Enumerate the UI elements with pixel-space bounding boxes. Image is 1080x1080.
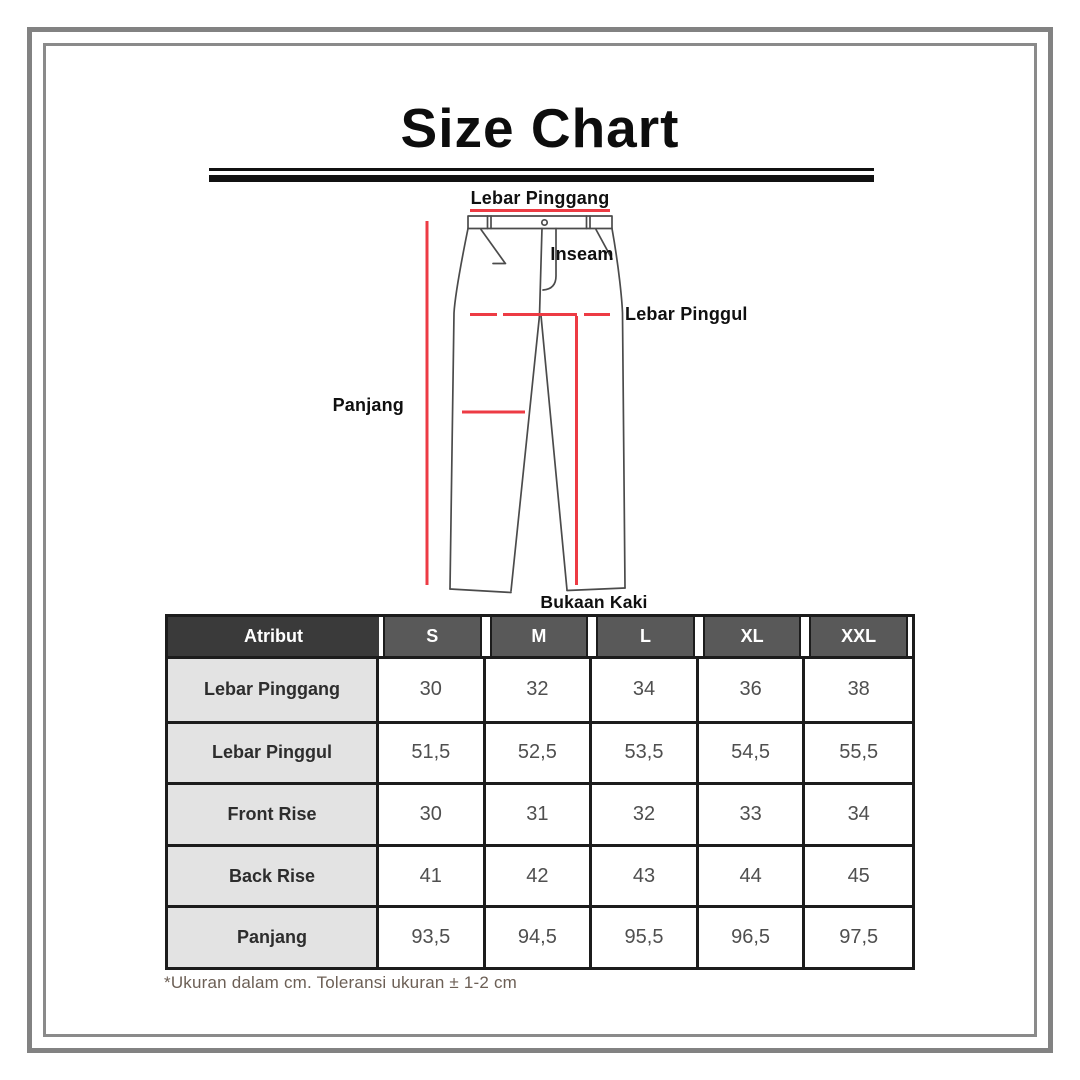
table-row bbox=[168, 905, 912, 967]
table-row bbox=[168, 844, 912, 906]
waist-label: Lebar Pinggang bbox=[470, 188, 610, 208]
row-label: Front Rise bbox=[168, 785, 379, 844]
inseam-label: Inseam bbox=[550, 244, 614, 264]
value-cell: 31 bbox=[486, 785, 593, 844]
table-row bbox=[168, 721, 912, 783]
table-header-row bbox=[168, 617, 912, 659]
row-label: Lebar Pinggang bbox=[168, 659, 379, 721]
row-label: Panjang bbox=[168, 908, 379, 967]
row-label: Back Rise bbox=[168, 847, 379, 906]
row-label: Lebar Pinggul bbox=[168, 724, 379, 783]
value-cell: 34 bbox=[592, 659, 699, 721]
value-cell: 93,5 bbox=[379, 908, 486, 967]
pants-drawing bbox=[320, 185, 760, 620]
hip-label: Lebar Pinggul bbox=[625, 304, 748, 324]
value-cell: 52,5 bbox=[486, 724, 593, 783]
size-chart-table bbox=[165, 614, 915, 970]
value-cell: 30 bbox=[379, 785, 486, 844]
value-cell: 97,5 bbox=[805, 908, 912, 967]
value-cell: 38 bbox=[805, 659, 912, 721]
title-divider-thick bbox=[209, 175, 874, 182]
size-tolerance-note: *Ukuran dalam cm. Toleransi ukuran ± 1-2 cm bbox=[164, 973, 518, 992]
header-cell-m: M bbox=[490, 617, 589, 656]
header-cell-s: S bbox=[383, 617, 482, 656]
value-cell: 55,5 bbox=[805, 724, 912, 783]
value-cell: 33 bbox=[699, 785, 806, 844]
header-cell-xxl: XXL bbox=[809, 617, 908, 656]
value-cell: 30 bbox=[379, 659, 486, 721]
value-cell: 54,5 bbox=[699, 724, 806, 783]
measurement-lines bbox=[427, 211, 610, 586]
table-row bbox=[168, 659, 912, 721]
value-cell: 43 bbox=[592, 847, 699, 906]
length-label: Panjang bbox=[332, 395, 404, 415]
value-cell: 94,5 bbox=[486, 908, 593, 967]
value-cell: 53,5 bbox=[592, 724, 699, 783]
value-cell: 32 bbox=[486, 659, 593, 721]
page-title: Size Chart bbox=[400, 97, 680, 159]
value-cell: 44 bbox=[699, 847, 806, 906]
value-cell: 41 bbox=[379, 847, 486, 906]
title-divider-thin bbox=[209, 168, 874, 171]
value-cell: 96,5 bbox=[699, 908, 806, 967]
pants-outline bbox=[450, 216, 625, 593]
header-cell-l: L bbox=[596, 617, 695, 656]
table-row bbox=[168, 782, 912, 844]
value-cell: 95,5 bbox=[592, 908, 699, 967]
leg-opening-label: Bukaan Kaki bbox=[540, 592, 648, 612]
value-cell: 51,5 bbox=[379, 724, 486, 783]
value-cell: 36 bbox=[699, 659, 806, 721]
value-cell: 42 bbox=[486, 847, 593, 906]
value-cell: 32 bbox=[592, 785, 699, 844]
pants-measurement-diagram bbox=[320, 185, 760, 620]
header-cell-xl: XL bbox=[703, 617, 802, 656]
value-cell: 34 bbox=[805, 785, 912, 844]
value-cell: 45 bbox=[805, 847, 912, 906]
header-cell-atribut: Atribut bbox=[168, 617, 379, 656]
